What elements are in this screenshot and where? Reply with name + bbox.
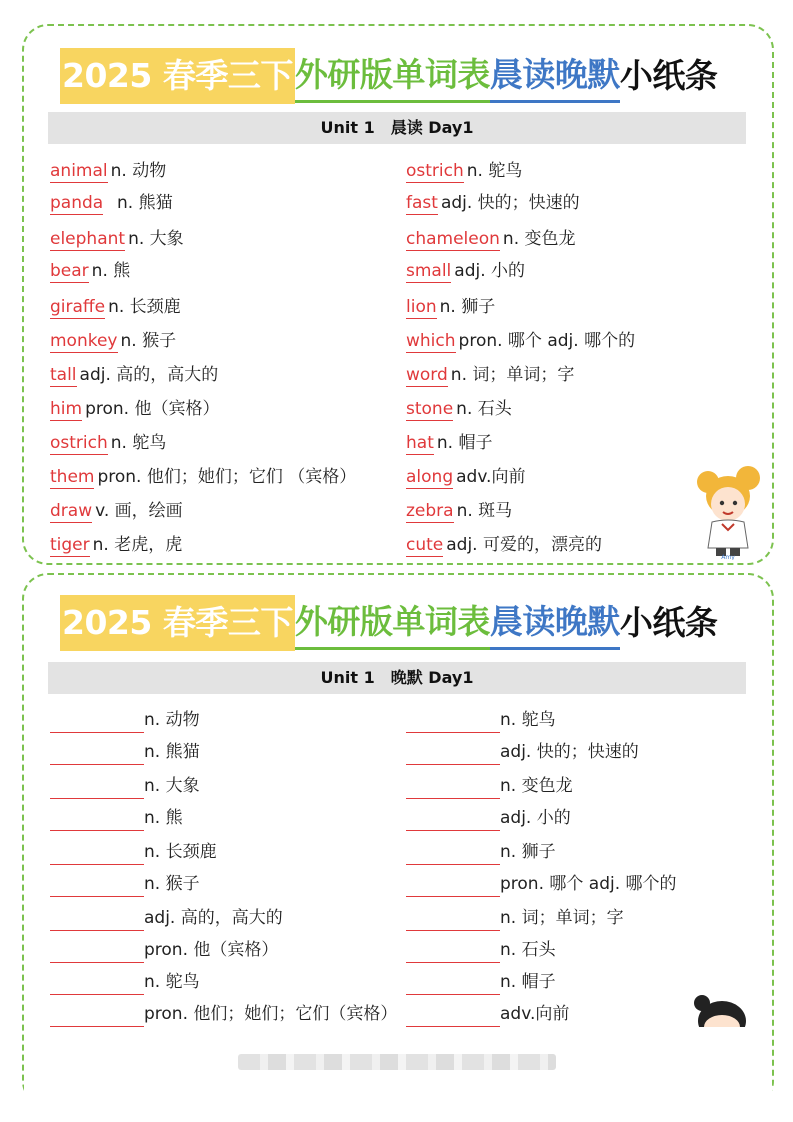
evening-header: Unit 1 晚默 Day1 bbox=[48, 662, 746, 694]
vocab-word: tall bbox=[50, 365, 77, 385]
vocab-word: tiger bbox=[50, 535, 90, 555]
vocab-meaning: n. 熊 bbox=[91, 261, 131, 281]
vocab-row bbox=[406, 226, 576, 252]
vocab-meaning: n. 动物 bbox=[110, 161, 167, 181]
vocab-meaning: adj. 可爱的，漂亮的 bbox=[446, 535, 602, 555]
vocab-row bbox=[50, 226, 184, 252]
vocab-meaning: n. 词；单词；字 bbox=[450, 365, 575, 385]
dictation-row bbox=[50, 707, 200, 733]
dictation-meaning: adj. 小的 bbox=[500, 808, 571, 828]
dictation-row bbox=[50, 905, 283, 931]
vocab-word: bear bbox=[50, 261, 89, 281]
vocab-word: fast bbox=[406, 193, 438, 213]
vocab-row bbox=[50, 396, 219, 422]
dictation-blank[interactable] bbox=[406, 944, 500, 963]
dictation-meaning: n. 石头 bbox=[500, 940, 556, 960]
dictation-meaning: n. 词；单词；字 bbox=[500, 908, 624, 928]
vocab-row bbox=[50, 294, 181, 320]
vocab-word: cute bbox=[406, 535, 444, 555]
vocab-meaning: adj. 高的，高大的 bbox=[79, 365, 219, 385]
dictation-meaning: n. 鸵鸟 bbox=[500, 710, 556, 730]
dictation-row bbox=[50, 969, 200, 995]
dictation-meaning: n. 熊猫 bbox=[144, 742, 200, 762]
vocab-word: zebra bbox=[406, 501, 454, 521]
dictation-row bbox=[50, 739, 200, 765]
vocab-meaning: pron. 他（宾格） bbox=[85, 399, 220, 419]
vocab-row bbox=[406, 464, 525, 490]
dictation-meaning: n. 帽子 bbox=[500, 972, 556, 992]
dictation-row bbox=[406, 871, 677, 897]
title-wordlist: 外研版单词表 bbox=[295, 50, 490, 103]
evening-card bbox=[22, 573, 774, 1107]
dictation-meaning: n. 鸵鸟 bbox=[144, 972, 200, 992]
page-title bbox=[60, 48, 717, 104]
vocab-row bbox=[50, 430, 166, 456]
dictation-row bbox=[406, 839, 556, 865]
girl-avatar-icon bbox=[694, 462, 766, 560]
vocab-meaning: adj. 快的；快速的 bbox=[440, 193, 580, 213]
dictation-blank[interactable] bbox=[50, 812, 144, 831]
title-note: 小纸条 bbox=[619, 56, 718, 95]
vocab-row bbox=[406, 158, 522, 184]
dictation-meaning: pron. 哪个 adj. 哪个的 bbox=[500, 874, 677, 894]
vocab-word: panda bbox=[50, 193, 104, 213]
dictation-blank[interactable] bbox=[50, 878, 144, 897]
vocab-row bbox=[50, 158, 166, 184]
vocab-word: which bbox=[406, 331, 456, 351]
dictation-row bbox=[50, 1001, 397, 1027]
dictation-meaning: n. 猴子 bbox=[144, 874, 200, 894]
dictation-meaning: n. 变色龙 bbox=[500, 776, 573, 796]
vocab-word: monkey bbox=[50, 331, 118, 351]
dictation-row bbox=[50, 871, 200, 897]
blurred-watermark bbox=[238, 1054, 556, 1070]
vocab-meaning: n. 变色龙 bbox=[502, 229, 576, 249]
vocab-row bbox=[50, 532, 182, 558]
dictation-blank[interactable] bbox=[406, 746, 500, 765]
dictation-blank[interactable] bbox=[406, 1008, 500, 1027]
vocab-meaning: n. 狮子 bbox=[439, 297, 496, 317]
vocab-row bbox=[406, 258, 525, 284]
title-read-dictate: 晨读晚默 bbox=[490, 50, 620, 103]
vocab-word: him bbox=[50, 399, 83, 419]
vocab-meaning: v. 画，绘画 bbox=[95, 501, 183, 521]
morning-card bbox=[22, 24, 774, 565]
vocab-word: ostrich bbox=[50, 433, 108, 453]
dictation-blank[interactable] bbox=[50, 714, 144, 733]
vocab-row bbox=[406, 498, 512, 524]
vocab-meaning: n. 石头 bbox=[456, 399, 512, 419]
dictation-row bbox=[50, 937, 278, 963]
vocab-row bbox=[50, 464, 356, 490]
vocab-row bbox=[50, 190, 173, 216]
vocab-row bbox=[406, 328, 635, 354]
title-read-dictate: 晨读晚默 bbox=[490, 597, 620, 650]
vocab-row bbox=[406, 396, 512, 422]
dictation-blank[interactable] bbox=[406, 812, 500, 831]
vocab-word: animal bbox=[50, 161, 108, 181]
vocab-word: small bbox=[406, 261, 452, 281]
vocab-meaning: n. 大象 bbox=[128, 229, 184, 249]
dictation-blank[interactable] bbox=[50, 780, 144, 799]
dictation-row bbox=[50, 839, 217, 865]
page-title-2 bbox=[60, 595, 717, 651]
vocab-row bbox=[50, 362, 218, 388]
vocab-row bbox=[406, 532, 602, 558]
vocab-word: stone bbox=[406, 399, 454, 419]
dictation-row bbox=[50, 773, 200, 799]
vocab-row bbox=[50, 498, 183, 524]
dictation-meaning: adj. 快的；快速的 bbox=[500, 742, 639, 762]
vocab-meaning: n. 斑马 bbox=[456, 501, 513, 521]
vocab-meaning: n. 猴子 bbox=[120, 331, 177, 351]
vocab-word: giraffe bbox=[50, 297, 106, 317]
vocab-meaning: pron. 哪个 adj. 哪个的 bbox=[458, 331, 636, 351]
dictation-meaning: n. 熊 bbox=[144, 808, 183, 828]
dictation-meaning: n. 长颈鹿 bbox=[144, 842, 217, 862]
dictation-meaning: adv.向前 bbox=[500, 1004, 570, 1024]
dictation-blank[interactable] bbox=[406, 912, 500, 931]
dictation-blank[interactable] bbox=[406, 714, 500, 733]
title-year-term: 2025 春季三下 bbox=[60, 48, 295, 104]
vocab-meaning: adj. 小的 bbox=[454, 261, 526, 281]
dictation-row bbox=[406, 739, 639, 765]
vocab-meaning: n. 熊猫 bbox=[106, 193, 173, 213]
dictation-row bbox=[406, 905, 624, 931]
vocab-meaning: n. 老虎，虎 bbox=[92, 535, 183, 555]
dictation-row bbox=[406, 1001, 569, 1027]
dictation-blank[interactable] bbox=[50, 912, 144, 931]
dictation-blank[interactable] bbox=[50, 746, 144, 765]
vocab-word: lion bbox=[406, 297, 437, 317]
vocab-word: them bbox=[50, 467, 95, 487]
dictation-blank[interactable] bbox=[50, 976, 144, 995]
vocab-word: hat bbox=[406, 433, 434, 453]
vocab-row bbox=[406, 294, 495, 320]
dictation-row bbox=[406, 805, 571, 831]
title-year-term: 2025 春季三下 bbox=[60, 595, 295, 651]
dictation-row bbox=[50, 805, 183, 831]
dictation-meaning: adj. 高的，高大的 bbox=[144, 908, 283, 928]
dictation-row bbox=[406, 773, 573, 799]
dictation-meaning: n. 动物 bbox=[144, 710, 200, 730]
vocab-row bbox=[406, 362, 574, 388]
dictation-blank[interactable] bbox=[50, 944, 144, 963]
dictation-row bbox=[406, 969, 556, 995]
vocab-word: elephant bbox=[50, 229, 126, 249]
dictation-meaning: n. 狮子 bbox=[500, 842, 556, 862]
title-note: 小纸条 bbox=[619, 603, 718, 642]
vocab-word: chameleon bbox=[406, 229, 500, 249]
vocab-meaning: pron. 他们；她们；它们 （宾格） bbox=[97, 467, 357, 487]
vocab-row bbox=[406, 190, 580, 216]
dictation-row bbox=[406, 707, 556, 733]
title-wordlist: 外研版单词表 bbox=[295, 597, 490, 650]
vocab-row bbox=[406, 430, 492, 456]
vocab-meaning: n. 鸵鸟 bbox=[466, 161, 523, 181]
dictation-meaning: pron. 他（宾格） bbox=[144, 940, 279, 960]
avatar-name: Amy bbox=[721, 554, 735, 560]
dictation-blank[interactable] bbox=[50, 846, 144, 865]
dictation-blank[interactable] bbox=[50, 1008, 144, 1027]
dictation-row bbox=[406, 937, 556, 963]
vocab-word: ostrich bbox=[406, 161, 464, 181]
vocab-meaning: n. 帽子 bbox=[436, 433, 493, 453]
vocab-meaning: n. 长颈鹿 bbox=[108, 297, 181, 317]
girl-avatar-2-icon bbox=[688, 991, 750, 1031]
vocab-word: draw bbox=[50, 501, 93, 521]
vocab-meaning: adv.向前 bbox=[456, 467, 526, 487]
dictation-blank[interactable] bbox=[406, 780, 500, 799]
vocab-word: along bbox=[406, 467, 454, 487]
dictation-meaning: n. 大象 bbox=[144, 776, 200, 796]
vocab-row bbox=[50, 258, 130, 284]
dictation-blank[interactable] bbox=[406, 878, 500, 897]
dictation-blank[interactable] bbox=[406, 976, 500, 995]
dictation-blank[interactable] bbox=[406, 846, 500, 865]
vocab-meaning: n. 鸵鸟 bbox=[110, 433, 167, 453]
vocab-row bbox=[50, 328, 176, 354]
morning-header: Unit 1 晨读 Day1 bbox=[48, 112, 746, 144]
dictation-meaning: pron. 他们；她们；它们（宾格） bbox=[144, 1004, 398, 1024]
vocab-word: word bbox=[406, 365, 448, 385]
